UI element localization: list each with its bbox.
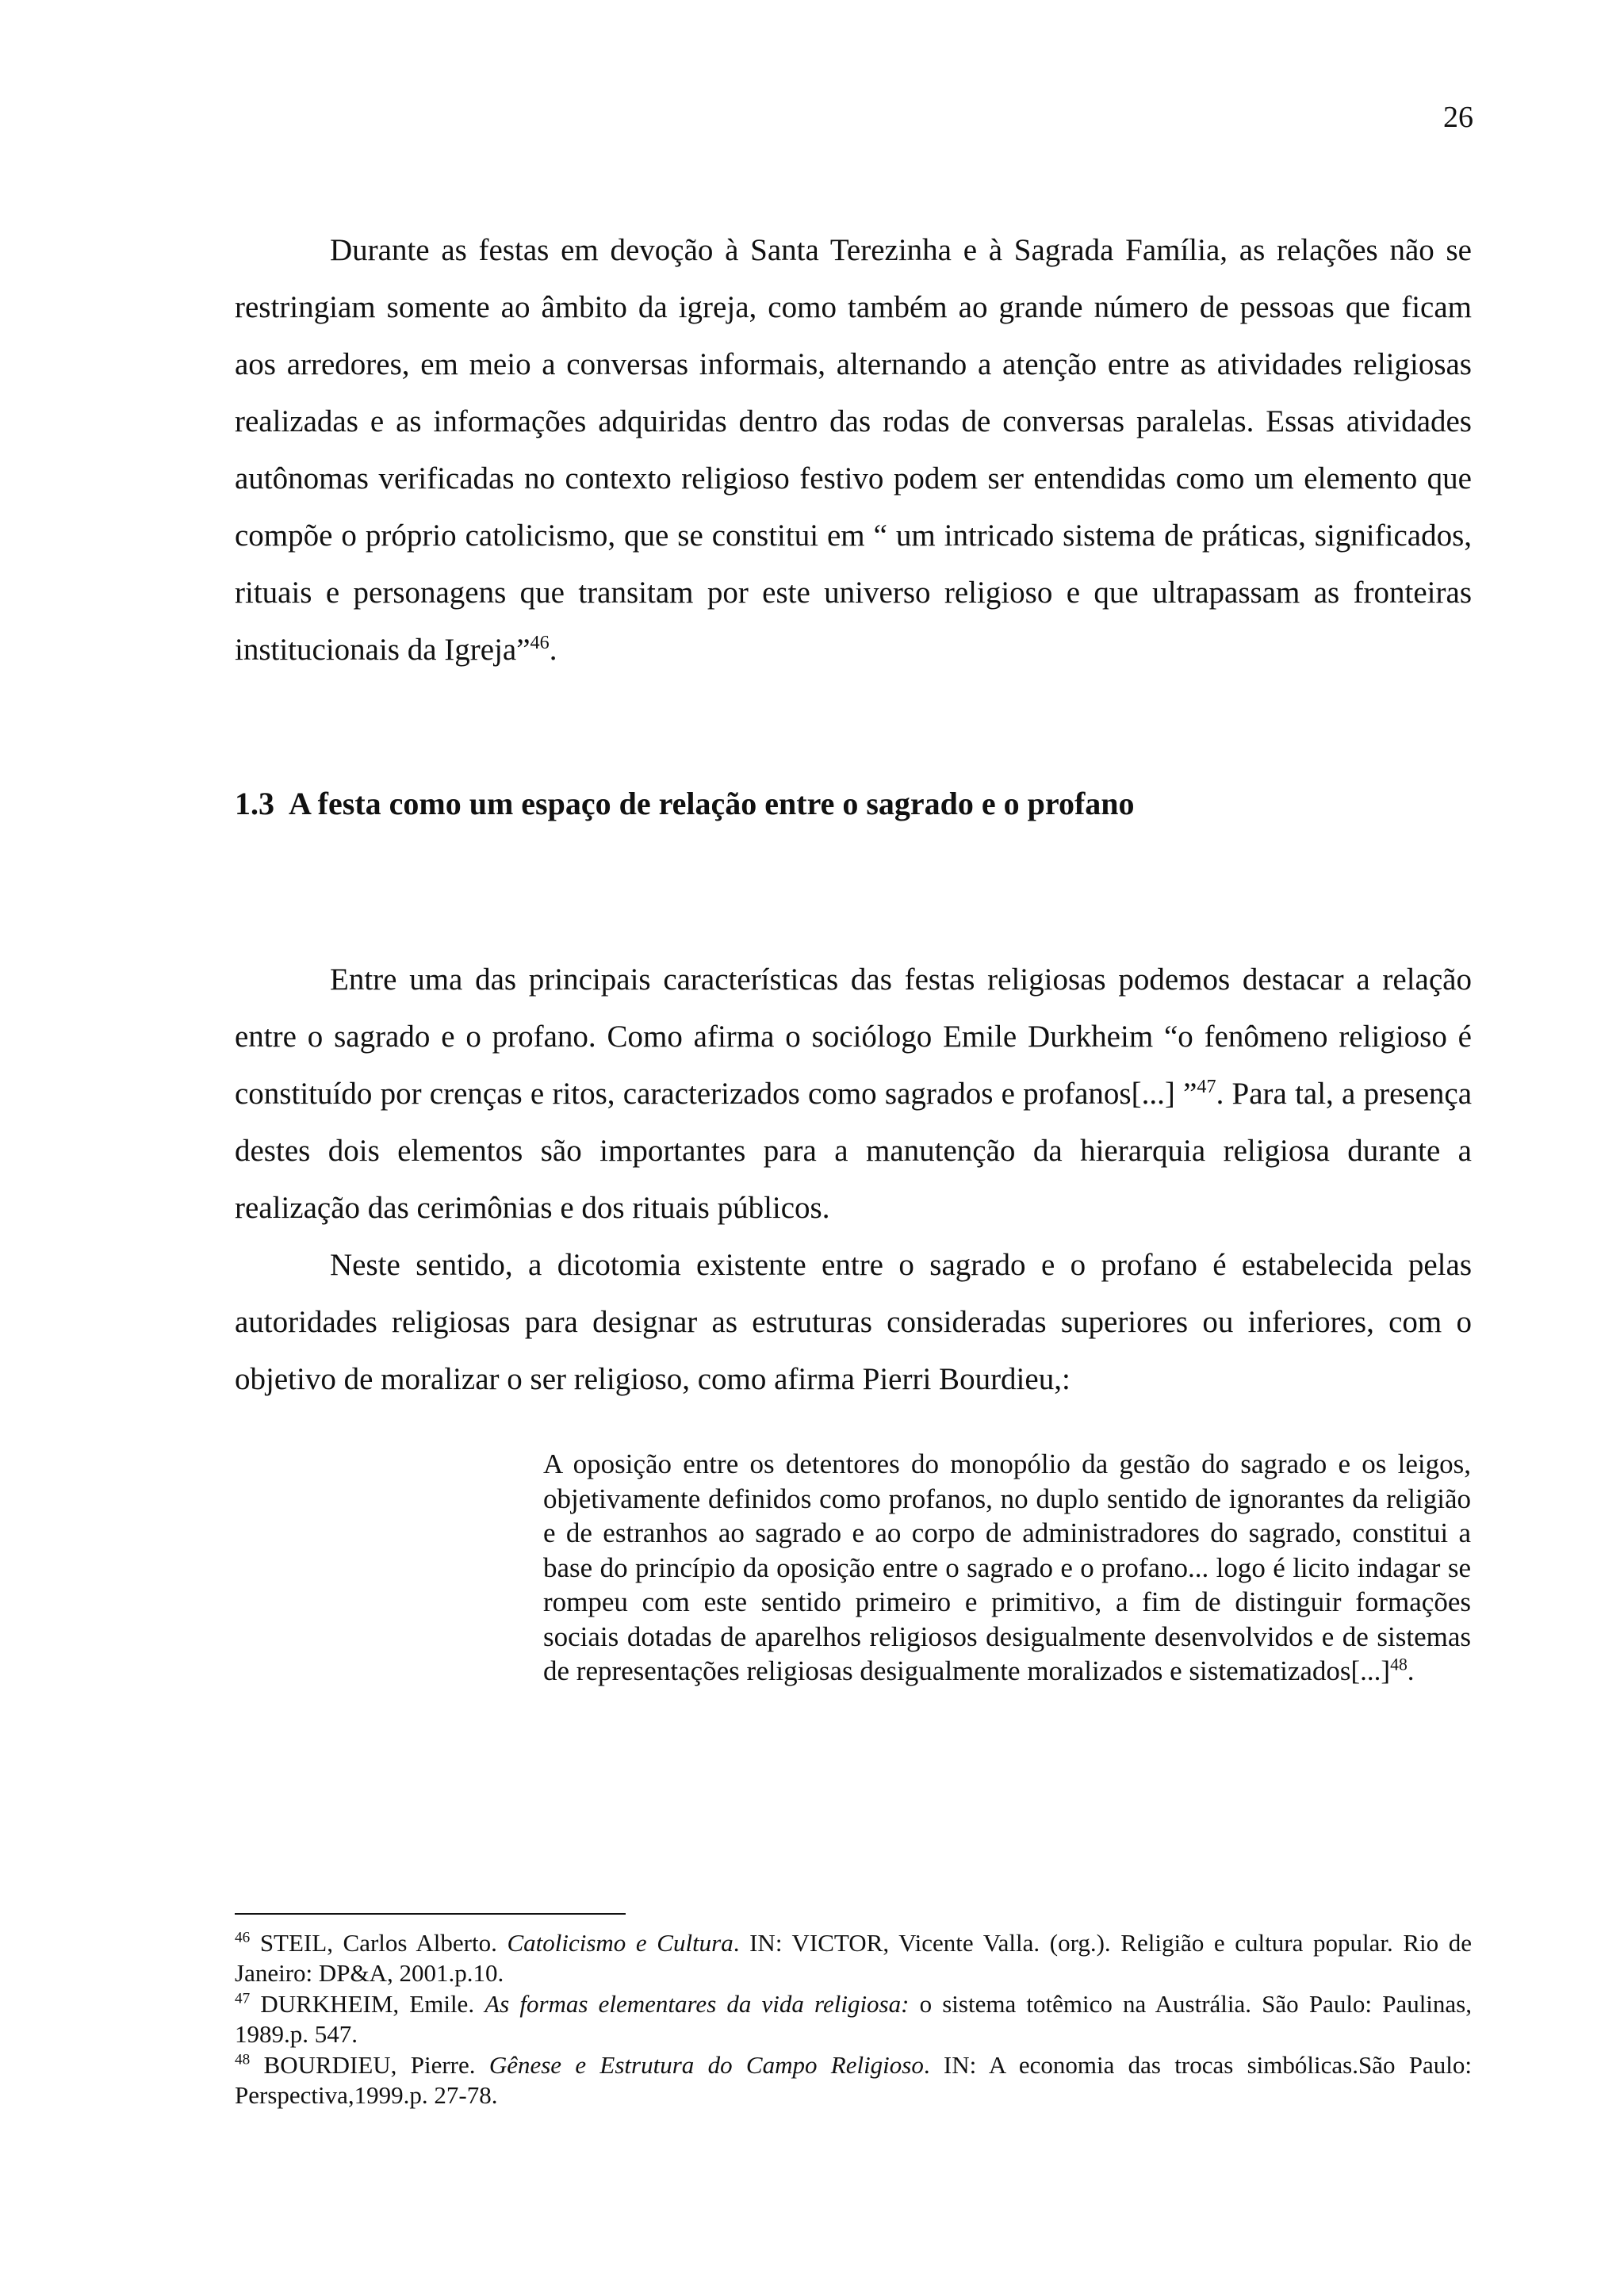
footnote-number: 47 <box>235 1990 251 2007</box>
paragraph-tail: . Para tal, a presença destes dois elementos são importantes para a manutenção da hierarquia religiosa durante a realização das cerimônias e dos rituais públicos. <box>235 1077 1472 1225</box>
footnote-number: 46 <box>235 1929 251 1946</box>
footnote-title: As formas elementares da vida religiosa: <box>485 1990 910 2018</box>
footnote-ref: 46 <box>530 632 550 653</box>
footnote-text: . IN: A economia das trocas simbólicas.São Paulo: Perspectiva,1999.p. 27-78. <box>235 2051 1472 2109</box>
section-heading <box>235 785 1135 822</box>
footnote <box>235 1989 1472 2049</box>
footnote-number: 48 <box>235 2051 251 2068</box>
footnote-separator <box>235 1913 626 1915</box>
footnote-title: Gênese e Estrutura do Campo Religioso <box>488 2051 924 2079</box>
footnote-text: DURKHEIM, Emile. <box>250 1990 485 2018</box>
block-quote <box>543 1447 1471 1689</box>
footnote-text: STEIL, Carlos Alberto. <box>250 1929 508 1957</box>
paragraph-text: Durante as festas em devoção à Santa Terezinha e à Sagrada Família, as relações não se restringiam somente ao âmbito da igreja, como também ao grande número de pessoas que ficam aos arredores, em meio a conversas informais, alternando a atenção entre as atividades religiosas realizadas e as informações adquiridas dentro das rodas de conversas paralelas. Essas atividades autônomas verificadas no contexto religioso festivo podem ser entendidas como um elemento que compõe o próprio catolicismo, que se constitui em “ um intricado sistema de práticas, significados, rituais e personagens que transitam por este universo religioso e que ultrapassam as fronteiras institucionais da Igreja” <box>235 233 1472 667</box>
body-paragraph <box>235 951 1472 1237</box>
paragraph-text: Neste sentido, a dicotomia existente entre o sagrado e o profano é estabelecida pelas autoridades religiosas para designar as estruturas consideradas superiores ou inferiores, com o objetivo de moralizar o ser religioso, como afirma Pierri Bourdieu,: <box>235 1248 1472 1396</box>
footnote-title: Catolicismo e Cultura <box>507 1929 733 1957</box>
paragraph-tail: . <box>549 633 557 667</box>
quote-text: A oposição entre os detentores do monopólio da gestão do sagrado e os leigos, objetivamente definidos como profanos, no duplo sentido de ignorantes da religião e de estranhos ao sagrado e ao corpo de administradores do sagrado, constitui a base do princípio da oposição entre o sagrado e o profano... logo é licito indagar se rompeu com este sentido primeiro e primitivo, a fim de distinguir formações sociais dotadas de aparelhos religiosos desigualmente desenvolvidos e de sistemas de representações religiosas desigualmente moralizados e sistematizados[...] <box>543 1448 1471 1686</box>
page-number: 26 <box>1443 101 1473 134</box>
section-title: A festa como um espaço de relação entre o sagrado e o profano <box>289 786 1135 821</box>
body-paragraph <box>235 222 1472 679</box>
footnote-text: o sistema totêmico na Austrália. São Paulo: Paulinas, 1989.p. 547. <box>235 1990 1472 2048</box>
footnote <box>235 2050 1472 2110</box>
footnote-ref: 47 <box>1197 1076 1216 1097</box>
footnote-ref: 48 <box>1390 1655 1408 1674</box>
footnotes <box>235 1928 1472 2111</box>
quote-tail: . <box>1407 1655 1415 1686</box>
body-paragraph <box>235 1237 1472 1408</box>
paragraph-text: Entre uma das principais características das festas religiosas podemos destacar a relação entre o sagrado e o profano. Como afirma o sociólogo Emile Durkheim “o fenômeno religioso é constituído por crenças e ritos, caracterizados como sagrados e profanos[...] ” <box>235 962 1472 1111</box>
section-number: 1.3 <box>235 786 274 821</box>
footnote <box>235 1928 1472 1988</box>
footnote-text: . IN: VICTOR, Vicente Valla. (org.). Religião e cultura popular. Rio de Janeiro: DP&A, 2001.p.10. <box>235 1929 1472 1987</box>
footnote-text: BOURDIEU, Pierre. <box>250 2051 489 2079</box>
